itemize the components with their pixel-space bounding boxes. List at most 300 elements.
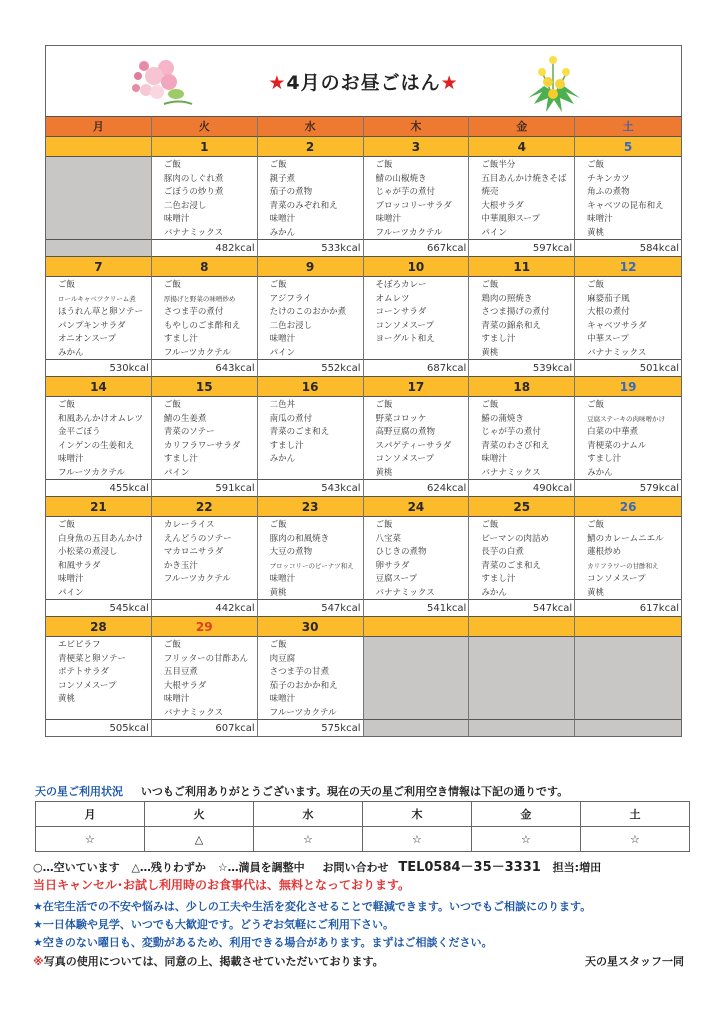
availability-days-row	[36, 802, 690, 827]
kcal-cell: 505kcal	[46, 719, 152, 736]
menu-item: ピーマンの肉詰め	[481, 533, 549, 544]
menu-item: えんどうのソテー	[163, 533, 232, 544]
menu-item: みかん	[481, 587, 507, 598]
menu-item: ご飯	[269, 520, 287, 530]
menu-item: フリッターの甘酢あん	[163, 653, 249, 664]
menu-item: 味噌汁	[269, 694, 296, 705]
menu-item: 青菜のみぞれ和え	[269, 200, 338, 211]
menu-item: ひじきの煮物	[375, 547, 427, 558]
menu-item: ごぼうの炒り煮	[163, 187, 224, 198]
date-cell: 8	[152, 256, 258, 276]
kcal-cell	[575, 719, 681, 736]
menu-item: バナナミックス	[481, 467, 541, 478]
menu-item: パイン	[481, 227, 507, 238]
menu-cell	[364, 156, 470, 239]
menu-item: パイン	[269, 347, 296, 358]
menu-item: ご飯	[481, 280, 499, 290]
date-row	[46, 376, 681, 396]
menu-item: 青菜のソテー	[163, 427, 215, 438]
menu-cell	[469, 156, 575, 239]
menu-item: 中華スープ	[587, 334, 629, 345]
menu-item: みかん	[269, 227, 296, 238]
menu-item: 青菜の錦糸和え	[481, 320, 541, 331]
menu-cell	[575, 156, 681, 239]
empty-day-cell	[364, 636, 470, 719]
menu-item: ご飯	[587, 520, 605, 530]
menu-item: 卵サラダ	[375, 560, 410, 571]
menu-cell	[258, 396, 364, 479]
empty-day-cell	[575, 636, 681, 719]
date-cell: 18	[469, 376, 575, 396]
menu-item: ご飯	[481, 520, 499, 530]
menu-item: 味噌汁	[375, 214, 402, 225]
weekday-thu: 木	[364, 116, 470, 136]
menu-item: パイン	[58, 587, 84, 598]
menu-item: 豚肉のしぐれ煮	[163, 173, 224, 184]
empty-day-cell	[469, 636, 575, 719]
menu-cell	[152, 636, 258, 719]
menu-item: ご飯	[163, 400, 181, 410]
menu-item: 青梗菜のナムル	[587, 440, 647, 451]
menu-item: キャベツサラダ	[587, 320, 647, 331]
menu-item: みかん	[587, 467, 613, 478]
menu-item: バナナミックス	[587, 347, 647, 358]
menu-cell	[469, 516, 575, 599]
menu-cell	[258, 276, 364, 359]
menu-item: カリフラワーの甘酢和え	[587, 561, 659, 570]
kcal-row	[46, 599, 681, 616]
menu-item: バナナミックス	[163, 227, 224, 238]
menu-item: 長芋の白煮	[481, 547, 524, 558]
kcal-row	[46, 359, 681, 376]
date-cell: 10	[364, 256, 470, 276]
menu-item: 中華風卵スープ	[481, 214, 540, 225]
menu-item: ご飯	[269, 160, 287, 170]
date-cell: 14	[46, 376, 152, 396]
avail-day: 土	[580, 802, 689, 827]
menu-item: 厚揚げと野菜の味噌炒め	[163, 294, 236, 303]
date-cell: 24	[364, 496, 470, 516]
avail-mark: ☆	[362, 827, 471, 852]
kcal-cell: 547kcal	[258, 599, 364, 616]
menu-item: ご飯	[269, 640, 287, 650]
menu-cell	[469, 396, 575, 479]
menu-item: 豆腐スープ	[375, 574, 418, 585]
kcal-row	[46, 719, 681, 736]
date-cell: 7	[46, 256, 152, 276]
kcal-cell: 533kcal	[258, 239, 364, 256]
menu-item: すまし汁	[163, 334, 198, 345]
menu-item: 青菜のわさび和え	[481, 440, 550, 451]
avail-mark: ☆	[36, 827, 145, 852]
menu-item: 黄桃	[587, 587, 605, 598]
menu-item: ポテトサラダ	[58, 667, 109, 678]
kcal-cell: 624kcal	[364, 479, 470, 496]
menu-item: 青梗菜と卵ソテー	[58, 653, 127, 664]
menu-item: ご飯	[481, 400, 499, 410]
date-cell	[364, 616, 470, 636]
menu-item: パイン	[163, 467, 190, 478]
date-cell: 9	[258, 256, 364, 276]
date-cell: 16	[258, 376, 364, 396]
menu-item: バナナミックス	[163, 707, 224, 718]
menu-item: アジフライ	[269, 293, 312, 304]
menu-item: 鶏肉の照焼き	[481, 293, 533, 304]
kcal-cell	[46, 239, 152, 256]
kcal-cell: 541kcal	[364, 599, 470, 616]
menu-item: コーンサラダ	[375, 307, 427, 318]
availability-table	[35, 801, 690, 852]
date-cell: 2	[258, 136, 364, 156]
menu-item: かき玉汁	[163, 560, 198, 571]
menu-item: 金平ごぼう	[58, 427, 101, 438]
menu-item: ご飯	[587, 400, 605, 410]
menu-row	[46, 636, 681, 719]
date-row	[46, 256, 681, 276]
date-cell	[469, 616, 575, 636]
menu-item: 大根の煮付	[587, 307, 630, 318]
title-band	[46, 46, 681, 116]
date-cell: 3	[364, 136, 470, 156]
menu-item: コンソメスープ	[375, 320, 434, 331]
kcal-row	[46, 479, 681, 496]
menu-item: 鰆の蒲焼き	[481, 413, 524, 424]
date-cell: 30	[258, 616, 364, 636]
photo-note	[33, 953, 384, 969]
avail-mark: ☆	[580, 827, 689, 852]
weekday-mon: 月	[46, 116, 152, 136]
menu-item: フルーツカクテル	[163, 574, 231, 585]
menu-cell	[258, 516, 364, 599]
menu-cell	[46, 516, 152, 599]
photo-note-text: 写真の使用については、同意の上、掲載させていただいております。	[43, 955, 384, 968]
kcal-cell: 575kcal	[258, 719, 364, 736]
menu-row	[46, 516, 681, 599]
legend-adjusting: ☆…満員を調整中	[217, 861, 305, 874]
menu-item: 和風サラダ	[58, 560, 101, 571]
menu-item: 鯖のカレームニエル	[587, 533, 664, 544]
kcal-cell: 579kcal	[575, 479, 681, 496]
availability-marks-row	[36, 827, 690, 852]
date-cell: 25	[469, 496, 575, 516]
date-cell: 28	[46, 616, 152, 636]
availability-label: 天の星ご利用状況	[35, 785, 123, 798]
menu-item: 高野豆腐の煮物	[375, 427, 436, 438]
menu-item: カレーライス	[163, 520, 215, 530]
menu-item: スパゲティーサラダ	[375, 440, 452, 451]
menu-item: エビピラフ	[58, 640, 101, 650]
menu-item: ご飯	[375, 520, 393, 530]
menu-item: 味噌汁	[587, 214, 613, 225]
menu-item: ご飯半分	[481, 160, 516, 170]
date-cell: 11	[469, 256, 575, 276]
kcal-cell: 617kcal	[575, 599, 681, 616]
date-cell: 15	[152, 376, 258, 396]
kcal-cell: 455kcal	[46, 479, 152, 496]
kcal-cell: 591kcal	[152, 479, 258, 496]
menu-item: フルーツカクテル	[375, 227, 443, 238]
menu-item: 鯖の山椒焼き	[375, 173, 427, 184]
date-cell: 29	[152, 616, 258, 636]
menu-item: たけのこのおかか煮	[269, 307, 347, 318]
menu-item: そぼろカレー	[375, 280, 427, 290]
menu-item: さつま芋の煮付	[163, 307, 224, 318]
menu-item: オムレツ	[375, 293, 410, 304]
menu-item: みかん	[269, 454, 296, 465]
legend-few-left: △…残りわずか	[131, 861, 206, 874]
menu-item: ご飯	[375, 160, 393, 170]
menu-cell	[46, 396, 152, 479]
kcal-cell: 539kcal	[469, 359, 575, 376]
date-row	[46, 136, 681, 156]
kcal-cell: 490kcal	[469, 479, 575, 496]
menu-item: ご飯	[587, 160, 605, 170]
kcal-cell: 552kcal	[258, 359, 364, 376]
menu-item: 野菜コロッケ	[375, 413, 427, 424]
menu-cell	[258, 156, 364, 239]
menu-item: 豚肉の和風焼き	[269, 533, 330, 544]
menu-item: 大根サラダ	[481, 200, 524, 211]
kcal-cell: 543kcal	[258, 479, 364, 496]
kcal-cell: 584kcal	[575, 239, 681, 256]
avail-mark: ☆	[253, 827, 362, 852]
menu-item: 味噌汁	[269, 214, 296, 225]
menu-item: フルーツカクテル	[163, 347, 231, 358]
menu-item: パンプキンサラダ	[58, 320, 126, 331]
menu-cell	[575, 276, 681, 359]
menu-cell	[152, 156, 258, 239]
menu-item: すまし汁	[481, 334, 516, 345]
empty-day-cell	[46, 156, 152, 239]
avail-day: 木	[362, 802, 471, 827]
menu-item: コンソメスープ	[375, 454, 434, 465]
menu-item: 親子煮	[269, 173, 296, 184]
staff-signature: 天の星スタッフ一同	[585, 955, 684, 968]
menu-item: 味噌汁	[163, 214, 190, 225]
availability-message: いつもご利用ありがとうございます。現在の天の星ご利用空き情報は下記の通りです。	[140, 785, 569, 798]
menu-item: 味噌汁	[269, 334, 296, 345]
menu-item: ご飯	[375, 400, 393, 410]
kcal-row	[46, 239, 681, 256]
date-cell: 23	[258, 496, 364, 516]
weekday-header-row	[46, 116, 681, 136]
menu-item: コンソメスープ	[587, 574, 646, 585]
avail-day: 金	[471, 802, 580, 827]
menu-item: 黄桃	[481, 347, 499, 358]
menu-item: ご飯	[163, 280, 181, 290]
menu-cell	[364, 396, 470, 479]
menu-cell	[469, 276, 575, 359]
menu-row	[46, 276, 681, 359]
weekday-fri: 金	[469, 116, 575, 136]
reference-mark: ※	[33, 955, 44, 968]
date-cell: 1	[152, 136, 258, 156]
menu-item: 黄桃	[58, 694, 76, 705]
menu-item: インゲンの生姜和え	[58, 440, 135, 451]
date-cell: 26	[575, 496, 681, 516]
menu-item: 肉豆腐	[269, 653, 296, 664]
menu-cell	[46, 636, 152, 719]
menu-cell	[364, 516, 470, 599]
kcal-cell: 643kcal	[152, 359, 258, 376]
trial-note: ★一日体験や見学、いつでも大歓迎です。どうぞお気軽にご利用下さい。	[33, 918, 394, 931]
menu-item: ご飯	[58, 400, 76, 410]
menu-item: 小松菜の煮浸し	[58, 547, 118, 558]
menu-item: ご飯	[58, 280, 76, 290]
menu-item: 角ふの煮物	[587, 187, 630, 198]
kcal-cell: 501kcal	[575, 359, 681, 376]
menu-item: さつま揚げの煮付	[481, 307, 550, 318]
menu-item: 豆腐ステーキの肉味噌かけ	[587, 414, 666, 423]
menu-item: フルーツカクテル	[269, 707, 337, 718]
date-cell	[46, 136, 152, 156]
weeks-container	[46, 136, 681, 736]
menu-item: 二色お浸し	[163, 200, 207, 211]
menu-item: 和風あんかけオムレツ	[58, 413, 144, 424]
menu-item: 蓮根炒め	[587, 547, 622, 558]
menu-item: すまし汁	[481, 574, 516, 585]
kcal-cell: 482kcal	[152, 239, 258, 256]
menu-item: チキンカツ	[587, 173, 630, 184]
contact-person: 担当:増田	[552, 861, 602, 874]
menu-item: 二色お浸し	[269, 320, 313, 331]
menu-item: 白身魚の五目あんかけ	[58, 533, 144, 544]
menu-item: 鯖の生姜煮	[163, 413, 207, 424]
menu-cell	[364, 276, 470, 359]
menu-item: すまし汁	[269, 440, 304, 451]
dandelion-icon	[524, 52, 582, 114]
kcal-cell	[469, 719, 575, 736]
date-cell: 19	[575, 376, 681, 396]
menu-item: 黄桃	[375, 467, 393, 478]
menu-item: じゃが芋の煮付	[481, 427, 541, 438]
menu-item: 焼売	[481, 187, 499, 198]
menu-cell	[152, 396, 258, 479]
kcal-cell: 687kcal	[364, 359, 470, 376]
menu-item: ご飯	[163, 640, 181, 650]
menu-item: 青菜のごま和え	[269, 427, 330, 438]
menu-item: 茄子のおかか和え	[269, 680, 338, 691]
menu-item: さつま芋の甘煮	[269, 667, 330, 678]
menu-item: ご飯	[269, 280, 287, 290]
menu-cell	[575, 396, 681, 479]
star-icon: ★	[268, 72, 287, 94]
menu-item: 五目豆煮	[163, 667, 198, 678]
menu-item: フルーツカクテル	[58, 467, 125, 478]
kcal-cell: 667kcal	[364, 239, 470, 256]
menu-item: 南瓜の煮付	[269, 413, 313, 424]
kcal-cell: 547kcal	[469, 599, 575, 616]
lunch-menu-calendar	[45, 45, 682, 737]
date-cell: 5	[575, 136, 681, 156]
kcal-cell	[364, 719, 470, 736]
menu-item: 茄子の煮物	[269, 187, 313, 198]
menu-item: すまし汁	[163, 454, 198, 465]
page-title	[46, 68, 681, 95]
avail-mark: ☆	[471, 827, 580, 852]
menu-item: 味噌汁	[163, 694, 190, 705]
date-cell	[575, 616, 681, 636]
menu-item: カリフラワーサラダ	[163, 440, 241, 451]
weekday-wed: 水	[258, 116, 364, 136]
weekday-tue: 火	[152, 116, 258, 136]
avail-day: 火	[144, 802, 253, 827]
menu-item: 味噌汁	[269, 574, 296, 585]
consultation-note: ★在宅生活での不安や悩みは、少しの工夫や生活を変化させることで軽減できます。いつでもご相談にのります。	[33, 900, 592, 913]
date-cell: 22	[152, 496, 258, 516]
menu-item: 青菜のごま和え	[481, 560, 541, 571]
menu-item: 味噌汁	[481, 454, 507, 465]
menu-item: ブロッコリーサラダ	[375, 200, 452, 211]
kcal-cell: 607kcal	[152, 719, 258, 736]
availability-heading	[35, 783, 695, 799]
menu-item: もやしのごま酢和え	[163, 320, 241, 331]
cancellation-note: 当日キャンセル･お試し利用時のお食事代は、無料となっております。	[33, 878, 411, 892]
menu-item: ご飯	[163, 160, 181, 170]
menu-row	[46, 156, 681, 239]
menu-item: 二色丼	[269, 400, 296, 410]
menu-item: ブロッコリーのピーナツ和え	[269, 561, 354, 570]
star-icon: ★	[440, 72, 459, 94]
date-row	[46, 496, 681, 516]
menu-item: ご飯	[58, 520, 76, 530]
menu-cell	[258, 636, 364, 719]
legend-available: ○…空いています	[33, 861, 120, 874]
menu-cell	[46, 276, 152, 359]
title-text: 4月のお昼ごはん	[286, 72, 441, 94]
menu-item: 大根サラダ	[163, 680, 207, 691]
kcal-cell: 530kcal	[46, 359, 152, 376]
menu-item: じゃが芋の煮付	[375, 187, 436, 198]
menu-item: ご飯	[587, 280, 605, 290]
menu-item: ロールキャベツクリーム煮	[58, 294, 136, 303]
menu-item: 大豆の煮物	[269, 547, 313, 558]
kcal-cell: 545kcal	[46, 599, 152, 616]
menu-item: 麻婆茄子風	[587, 293, 630, 304]
avail-day: 水	[253, 802, 362, 827]
date-cell: 4	[469, 136, 575, 156]
menu-item: 五目あんかけ焼きそば	[481, 173, 567, 184]
menu-item: 味噌汁	[58, 574, 84, 585]
avail-mark: △	[144, 827, 253, 852]
menu-item: ヨーグルト和え	[375, 334, 435, 345]
menu-cell	[152, 276, 258, 359]
menu-row	[46, 396, 681, 479]
kcal-cell: 597kcal	[469, 239, 575, 256]
contact-label: お問い合わせ	[322, 861, 389, 874]
menu-item: 黄桃	[587, 227, 605, 238]
menu-item: オニオンスープ	[58, 334, 117, 345]
menu-item: すまし汁	[587, 454, 622, 465]
avail-day: 月	[36, 802, 145, 827]
menu-item: マカロニサラダ	[163, 547, 224, 558]
menu-cell	[575, 516, 681, 599]
date-cell: 21	[46, 496, 152, 516]
menu-item: バナナミックス	[375, 587, 435, 598]
weekday-sat: 土	[575, 116, 681, 136]
phone-number: TEL0584－35－3331	[398, 860, 541, 875]
menu-item: みかん	[58, 347, 84, 358]
menu-cell	[152, 516, 258, 599]
date-row	[46, 616, 681, 636]
date-cell: 17	[364, 376, 470, 396]
menu-item: 味噌汁	[58, 454, 84, 465]
menu-item: 黄桃	[269, 587, 287, 598]
menu-item: コンソメスープ	[58, 680, 117, 691]
menu-item: キャベツの昆布和え	[587, 200, 664, 211]
menu-item: 八宝菜	[375, 533, 402, 544]
menu-item: 白菜の中華煮	[587, 427, 639, 438]
